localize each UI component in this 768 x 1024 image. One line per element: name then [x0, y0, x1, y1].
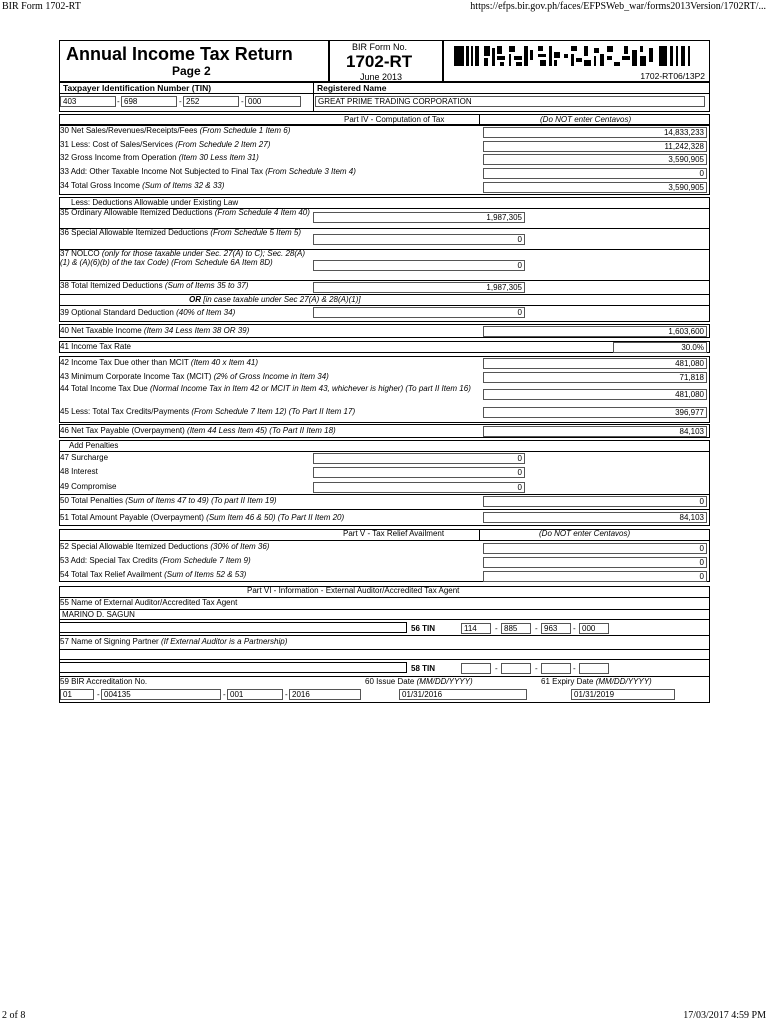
tin-part-4[interactable]: 000 [245, 96, 301, 107]
part4-note: (Do NOT enter Centavos) [540, 115, 632, 124]
item-ref: (From Schedule 2 Item 27) [175, 140, 271, 149]
item-number: 31 [60, 140, 69, 149]
tin-separator: - [241, 97, 244, 106]
part5-item-53-text: 53 Add: Special Tax Credits [60, 556, 158, 565]
page-subtitle: Page 2 [172, 64, 211, 78]
item-33-field[interactable]: 0 [483, 168, 707, 179]
tin-separator: - [495, 624, 498, 633]
item-61-label [541, 677, 652, 686]
form-title: Annual Income Tax Return [66, 44, 293, 64]
tin-separator: - [97, 690, 100, 699]
tin-separator: - [573, 624, 576, 633]
item-text: Add: Other Taxable Income Not Subjected to Final Tax [70, 167, 263, 176]
item-61-ref: (MM/DD/YYYY) [595, 677, 652, 686]
item-51-field[interactable]: 84,103 [483, 512, 707, 523]
item-46-text: 46 Net Tax Payable (Overpayment) [60, 426, 185, 435]
item-45-field[interactable]: 396,977 [483, 407, 707, 418]
penalties-header: Add Penalties [69, 441, 119, 450]
item-47-label: 47 Surcharge [60, 453, 109, 462]
item-40-field[interactable]: 1,603,600 [483, 326, 707, 337]
part5-item-53-label [60, 556, 251, 566]
divider [59, 540, 710, 541]
item-44-label [60, 385, 480, 394]
item-61-text: 61 Expiry Date [541, 677, 594, 686]
or-label: OR [189, 295, 201, 304]
title-box [59, 40, 329, 82]
divider [59, 93, 710, 94]
item-text: Net Sales/Revenues/Receipts/Fees [71, 126, 198, 135]
tin-separator: - [179, 97, 182, 106]
print-timestamp: 17/03/2017 4:59 PM [683, 1010, 766, 1021]
item-ref: (From Schedule 3 Item 4) [265, 167, 356, 176]
item-60-label [365, 677, 473, 686]
item-39-ref: (40% of Item 34) [176, 308, 236, 317]
item-41-field[interactable]: 30.0% [613, 342, 707, 353]
divider [59, 509, 710, 510]
item-42-text: 42 Income Tax Due other than MCIT [60, 358, 189, 367]
tin-separator: - [535, 664, 538, 673]
part5-item-54-text: 54 Total Tax Relief Availment [60, 570, 162, 579]
divider [59, 305, 710, 306]
tin58-part-1[interactable] [461, 663, 491, 674]
divider [59, 494, 710, 495]
item-46-label [60, 426, 336, 436]
page-number: 2 of 8 [2, 1010, 26, 1021]
item-43-label [60, 372, 329, 382]
item-40-label [60, 326, 249, 336]
item-36-field[interactable]: 0 [313, 234, 525, 245]
item-36-label [60, 229, 312, 238]
barcode-box [443, 40, 710, 82]
item-text: Gross Income from Operation [71, 153, 177, 162]
item-50-field[interactable]: 0 [483, 496, 707, 507]
tin-separator: - [573, 664, 576, 673]
item-number: 32 [60, 153, 69, 162]
item-44-field[interactable]: 481,080 [483, 389, 707, 400]
item-47-field[interactable]: 0 [313, 453, 525, 464]
tin-part-1[interactable]: 403 [60, 96, 116, 107]
divider [313, 82, 314, 112]
item-39-label [60, 308, 235, 318]
item-41-label: 41 Income Tax Rate [60, 342, 132, 351]
tin-separator: - [495, 664, 498, 673]
item-43-field[interactable]: 71,818 [483, 372, 707, 383]
item-42-field[interactable]: 481,080 [483, 358, 707, 369]
item-number: 34 [60, 181, 69, 190]
accreditation-part-3[interactable]: 001 [227, 689, 283, 700]
part5-item-54-field[interactable]: 0 [483, 571, 707, 582]
part5-item-52-label [60, 542, 269, 552]
item-48-field[interactable]: 0 [313, 467, 525, 478]
item-36-ref: (From Schedule 5 Item 5) [210, 228, 302, 237]
part6-title: Part VI - Information - External Auditor/Accredited Tax Agent [247, 586, 460, 595]
item-49-field[interactable]: 0 [313, 482, 525, 493]
registered-name-label: Registered Name [317, 83, 387, 93]
divider [59, 451, 710, 452]
part5-item-52-field[interactable]: 0 [483, 543, 707, 554]
item-32-label [60, 153, 259, 163]
tin-separator: - [117, 97, 120, 106]
bir-form-label: BIR Form No. [352, 42, 408, 52]
item-35-ref: (From Schedule 4 Item 40) [214, 208, 310, 217]
item-31-label [60, 140, 270, 150]
item-51-text: 51 Total Amount Payable (Overpayment) [60, 513, 204, 522]
item-60-ref: (MM/DD/YYYY) [416, 677, 473, 686]
item-50-label [60, 496, 277, 506]
print-footer [0, 1008, 768, 1024]
form-date: June 2013 [360, 72, 403, 82]
divider [59, 294, 710, 295]
tin-label: Taxpayer Identification Number (TIN) [63, 83, 212, 93]
accreditation-part-1[interactable]: 01 [60, 689, 94, 700]
part5-note: (Do NOT enter Centavos) [539, 529, 631, 538]
part4-title: Part IV - Computation of Tax [344, 115, 445, 124]
item-39-text: 39 Optional Standard Deduction [60, 308, 174, 317]
tin56-part-1[interactable]: 114 [461, 623, 491, 634]
tin-part-3[interactable]: 252 [183, 96, 239, 107]
part5-item-52-text: 52 Special Allowable Itemized Deductions [60, 542, 209, 551]
part5-title: Part V - Tax Relief Availment [343, 529, 445, 538]
item-50-ref: (Sum of Items 47 to 49) (To part II Item 19) [125, 496, 277, 505]
item-46-field[interactable]: 84,103 [483, 426, 707, 437]
divider [479, 529, 480, 540]
item-31-field[interactable]: 11,242,328 [483, 141, 707, 152]
item-35-field[interactable]: 1,987,305 [313, 212, 525, 223]
item-42-label [60, 358, 258, 368]
item-ref: (From Schedule 1 Item 6) [199, 126, 291, 135]
item-37-label [60, 250, 312, 267]
item-39-field[interactable]: 0 [313, 307, 525, 318]
tin58-part-4[interactable] [579, 663, 609, 674]
form-number-box [329, 40, 443, 82]
part5-item-54-ref: (Sum of Items 52 & 53) [164, 570, 247, 579]
item-60-text: 60 Issue Date [365, 677, 415, 686]
item-45-label [60, 407, 355, 417]
item-57-label [60, 637, 287, 647]
partner-name-extra[interactable] [59, 662, 407, 673]
item-51-label [60, 513, 344, 523]
auditor-name-extra[interactable] [59, 622, 407, 633]
item-43-ref: (2% of Gross Income in Item 34) [213, 372, 329, 381]
item-34-label [60, 181, 224, 191]
item-42-ref: (Item 40 x Item 41) [190, 358, 259, 367]
item-57-ref: (If External Auditor is a Partnership) [160, 637, 288, 646]
accreditation-part-2[interactable]: 004135 [101, 689, 221, 700]
document-title: BIR Form 1702-RT [2, 1, 81, 12]
print-header [0, 0, 768, 16]
item-38-field[interactable]: 1,987,305 [313, 282, 525, 293]
item-58-label: 58 TIN [411, 664, 436, 673]
tin-separator: - [285, 690, 288, 699]
tin56-part-3[interactable]: 963 [541, 623, 571, 634]
item-36-text: 36 Special Allowable Itemized Deductions [60, 228, 209, 237]
part5-item-53-field[interactable]: 0 [483, 557, 707, 568]
item-59-label: 59 BIR Accreditation No. [60, 677, 148, 686]
item-44-text: 44 Total Income Tax Due [60, 384, 148, 393]
item-ref: (Sum of Items 32 & 33) [142, 181, 225, 190]
tin58-part-3[interactable] [541, 663, 571, 674]
item-number: 30 [60, 126, 69, 135]
item-44-ref: (Normal Income Tax in Item 42 or MCIT in Item 43, whichever is higher) (To part II Item 16) [150, 384, 471, 393]
or-ref: [in case taxable under Sec 27(A) & 28(A)(1)] [203, 295, 361, 304]
tin-separator: - [223, 690, 226, 699]
expiry-date-field[interactable]: 01/31/2019 [571, 689, 675, 700]
part5-item-52-ref: (30% of Item 36) [210, 542, 270, 551]
divider [479, 114, 480, 125]
item-43-text: 43 Minimum Corporate Income Tax (MCIT) [60, 372, 212, 381]
partner-name-field[interactable] [59, 649, 710, 660]
part5-item-54-label [60, 570, 246, 580]
item-48-label: 48 Interest [60, 467, 98, 476]
item-30-label [60, 126, 290, 136]
item-38-label [60, 281, 248, 291]
item-35-label [60, 209, 312, 218]
deductions-header: Less: Deductions Allowable under Existing Law [71, 198, 239, 207]
item-50-text: 50 Total Penalties [60, 496, 124, 505]
form-number: 1702-RT [346, 52, 413, 71]
divider [59, 635, 710, 636]
barcode-code: 1702-RT06/13P2 [640, 71, 705, 81]
item-33-label [60, 167, 356, 177]
item-51-ref: (Sum Item 46 & 50) (To Part II Item 20) [206, 513, 345, 522]
or-note [189, 295, 361, 304]
item-ref: (Item 30 Less Item 31) [178, 153, 259, 162]
item-56-label: 56 TIN [411, 624, 436, 633]
part4-header [59, 114, 710, 125]
item-text: Less: Cost of Sales/Services [71, 140, 173, 149]
issue-date-field[interactable]: 01/31/2016 [399, 689, 527, 700]
item-34-field[interactable]: 3,590,905 [483, 182, 707, 193]
item-46-ref: (Item 44 Less Item 45) (To Part II Item 18) [187, 426, 336, 435]
accreditation-part-4[interactable]: 2016 [289, 689, 361, 700]
item-40-ref: (Item 34 Less Item 38 OR 39) [143, 326, 250, 335]
registered-name-field[interactable]: GREAT PRIME TRADING CORPORATION [315, 96, 705, 107]
item-38-text: 38 Total Itemized Deductions [60, 281, 163, 290]
item-35-text: 35 Ordinary Allowable Itemized Deductions [60, 208, 213, 217]
item-45-text: 45 Less: Total Tax Credits/Payments [60, 407, 190, 416]
document-url: https://efps.bir.gov.ph/faces/EFPSWeb_war/forms2013Version/1702RT/... [470, 1, 766, 12]
item-32-field[interactable]: 3,590,905 [483, 154, 707, 165]
item-37-ref: (only for those taxable under Sec. 27(A) to C); Sec. 28(A)(1) & (A)(6)(b) of the tax Code) (From Schedule 6A Item 8D) [60, 249, 306, 267]
item-49-label: 49 Compromise [60, 482, 117, 491]
auditor-name-field[interactable]: MARINO D. SAGUN [59, 609, 710, 620]
barcode-icon [454, 44, 712, 70]
part5-item-53-ref: (From Schedule 7 Item 9) [159, 556, 251, 565]
item-30-field[interactable]: 14,833,233 [483, 127, 707, 138]
tin-separator: - [535, 624, 538, 633]
item-40-text: 40 Net Taxable Income [60, 326, 142, 335]
item-55-label: 55 Name of External Auditor/Accredited Tax Agent [60, 598, 238, 607]
item-38-ref: (Sum of Items 35 to 37) [164, 281, 249, 290]
tin-part-2[interactable]: 698 [121, 96, 177, 107]
tin56-part-4[interactable]: 000 [579, 623, 609, 634]
item-45-ref: (From Schedule 7 Item 12) (To Part II Item 17) [191, 407, 356, 416]
tin58-part-2[interactable] [501, 663, 531, 674]
item-37-text: 37 NOLCO [60, 249, 100, 258]
tin56-part-2[interactable]: 885 [501, 623, 531, 634]
item-57-text: 57 Name of Signing Partner [60, 637, 159, 646]
item-37-field[interactable]: 0 [313, 260, 525, 271]
item-number: 33 [60, 167, 69, 176]
item-text: Total Gross Income [70, 181, 140, 190]
